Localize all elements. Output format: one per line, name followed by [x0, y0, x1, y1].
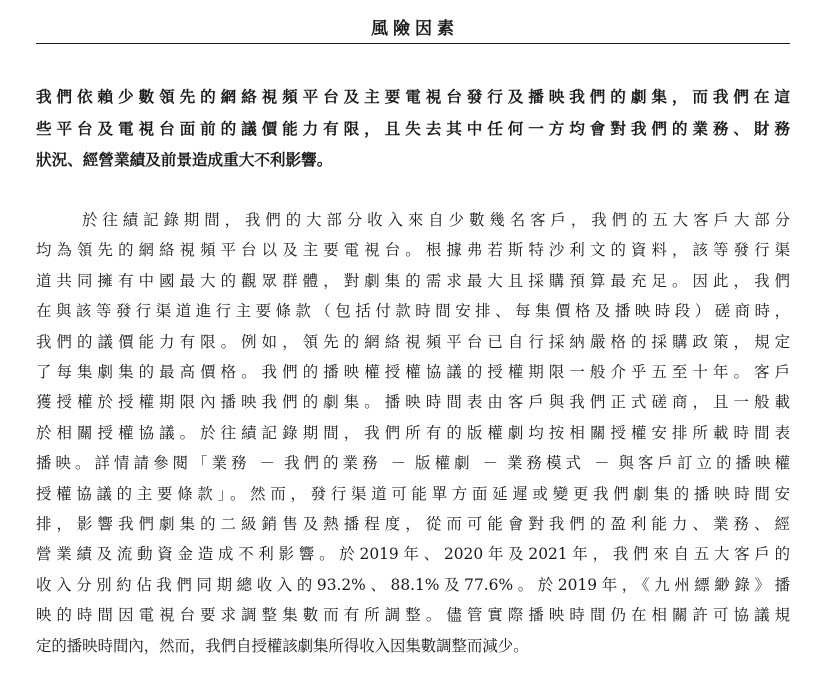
risk-heading-line: 狀況、經營業績及前景造成重大不利影響。	[36, 151, 333, 169]
body-line: 均為領先的網絡視頻平台以及主要電視台。根據弗若斯特沙利文的資料，該等發行渠	[36, 241, 790, 260]
header-divider	[36, 43, 790, 44]
body-line: 營業績及流動資金造成不利影響。於2019年、2020年及2021年，我們來自五大客戶的	[36, 545, 790, 564]
body-line: 我們的議價能力有限。例如，領先的網絡視頻平台已自行採納嚴格的採購政策，規定	[36, 332, 790, 351]
risk-body-paragraph	[36, 205, 790, 661]
body-line: 於相關授權協議。於往績記錄期間，我們所有的版權劇均按相關授權安排所載時間表	[36, 423, 790, 442]
body-line: 於往績記錄期間，我們的大部分收入來自少數幾名客戶，我們的五大客戶大部分	[82, 211, 790, 229]
section-title: 風險因素	[371, 19, 459, 39]
risk-heading-line: 些平台及電視台面前的議價能力有限，且失去其中任何一方均會對我們的業務、財務	[36, 119, 790, 138]
body-line: 排，影響我們劇集的二級銷售及熱播程度，從而可能會對我們的盈利能力、業務、經	[36, 515, 790, 534]
risk-heading	[36, 82, 790, 177]
body-line: 映的時間因電視台要求調整集數而有所調整。儘管實際播映時間仍在相關許可協議規	[36, 606, 790, 625]
body-line: 獲授權於授權期限內播映我們的劇集。播映時間表由客戶與我們正式磋商，且一般載	[36, 393, 790, 412]
body-line: 播映。詳情請參閱「業務 － 我們的業務 － 版權劇 － 業務模式 － 與客戶訂立的播映權	[36, 454, 790, 473]
body-line: 授權協議的主要條款」。然而，發行渠道可能單方面延遲或變更我們劇集的播映時間安	[36, 484, 790, 503]
body-line: 道共同擁有中國最大的觀眾群體，對劇集的需求最大且採購預算最充足。因此，我們	[36, 271, 790, 290]
body-line: 在與該等發行渠道進行主要條款（包括付款時間安排、每集價格及播映時段）磋商時，	[36, 302, 790, 321]
body-line: 了每集劇集的最高價格。我們的播映權授權協議的授權期限一般介乎五至十年。客戶	[36, 363, 790, 382]
body-line: 收入分別約佔我們同期總收入的93.2%、88.1%及77.6%。於2019年，《九州縹緲錄》播	[36, 575, 790, 594]
body-line: 定的播映時間內，然而，我們自授權該劇集所得收入因集數調整而減少。	[36, 636, 529, 655]
risk-heading-line: 我們依賴少數領先的網絡視頻平台及主要電視台發行及播映我們的劇集，而我們在這	[36, 88, 790, 106]
